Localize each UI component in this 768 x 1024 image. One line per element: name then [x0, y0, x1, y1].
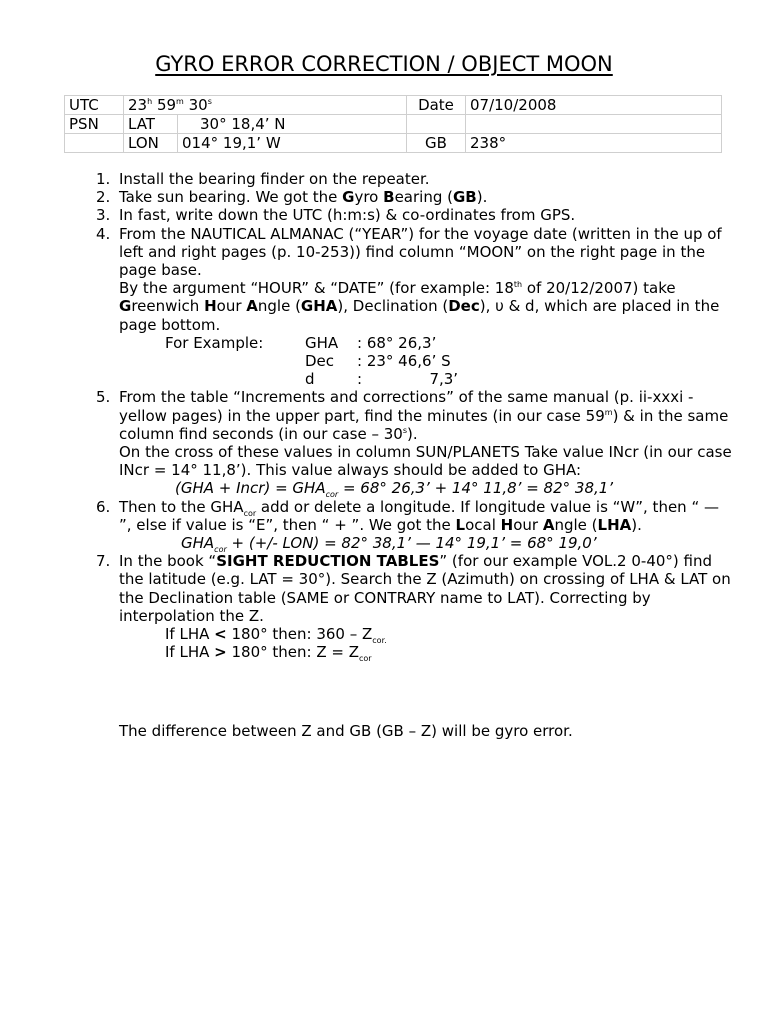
- lat-value: 30° 18,4’ N: [178, 115, 407, 134]
- example-block: For Example: GHA : 68° 26,3’ Dec : 23° 46,6’ S d : 7,3’: [165, 333, 459, 389]
- steps-list: [96, 170, 736, 664]
- lon-value: 014° 19,1’ W: [178, 134, 407, 153]
- empty-cell: [407, 115, 466, 134]
- list-item: 1. Install the bearing finder on the repeater.: [96, 170, 430, 188]
- empty-cell: [65, 134, 124, 153]
- position-table: [64, 95, 722, 153]
- list-item: 6. Then to the $GHA_{cor}$ add or delete a longitude. If longitude value is “W”, then “ — ”, else if value is “E”, then “ + ”. We got the Local Hour Angle (LHA). $GHA_{cor}$ + (+/- LON) = 82° 38,1’ — 14° 19,1’ = 68° 19,0’: [96, 498, 736, 553]
- page-title: GYRO ERROR CORRECTION / OBJECT MOON: [155, 52, 613, 76]
- utc-label: UTC: [65, 96, 124, 115]
- table-row: [65, 115, 722, 134]
- list-item: 3. In fast, write down the UTC (h:m:s) & co-ordinates from GPS.: [96, 206, 576, 225]
- conclusion-text: The difference between Z and GB (GB – Z) will be gyro error.: [119, 722, 573, 740]
- table-row: [65, 96, 722, 115]
- formula: (GHA + Incr) = $GHA_{cor} = 68^\circ$ 26,3’ + 14° 11,8’ = 82° 38,1’: [175, 479, 614, 500]
- list-item: 2. Take sun bearing. We got the Gyro Bearing (GB).: [96, 188, 488, 207]
- date-value: 07/10/2008: [466, 96, 722, 115]
- list-item: 4. From the NAUTICAL ALMANAC (“YEAR”) for the voyage date (written in the up of left and right pages (p. 10-253)) find column “MOON” on the right page in the page base. By the argument “HOUR” & “DATE” (for example: 18th of 20/12/2007) take Greenwich Hour Angle (GHA), Declination (Dec), υ & d, which are placed in the page bottom. For Example: GHA : 68° 26,3’ Dec : 23° 46,6’ S d : 7,3’: [96, 225, 736, 389]
- empty-cell: [466, 115, 722, 134]
- lon-label: LON: [124, 134, 178, 153]
- lat-label: LAT: [124, 115, 178, 134]
- date-label: Date: [407, 96, 466, 115]
- psn-label: PSN: [65, 115, 124, 134]
- gb-value: 238°: [466, 134, 722, 153]
- table-row: [65, 134, 722, 153]
- list-item: 5. From the table “Increments and corrections” of the same manual (p. ii-xxxi -yellow pages) in the upper part, find the minutes (in our case 59$^m$) & in the same column find seconds (in our case – 30$^s$). On the cross of these values in column SUN/PLANETS Take value INcr (in our case INcr = 14° 11,8’). This value always should be added to GHA: (GHA + Incr) = $GHA_{cor} = 68^\circ$ 26,3’ + 14° 11,8’ = 82° 38,1’: [96, 388, 736, 497]
- list-item: 7. In the book “SIGHT REDUCTION TABLES” (for our example VOL.2 0-40°) find the latitude (e.g. LAT = 30°). Search the Z (Azimuth) on crossing of LHA & LAT on the Declination table (SAME or CONTRARY name to LAT). Correcting by interpolation the Z. If LHA < 180° then: $360 - Z_{cor.}$ If LHA > 180° then: $Z = Z_{cor}$: [96, 552, 731, 664]
- formula: $GHA_{cor}$ + (+/- LON) = 82° 38,1’ — 14° 19,1’ = 68° 19,0’: [181, 534, 597, 555]
- utc-value: 23$^h$ 59$^m$ 30$^s$: [124, 96, 407, 115]
- gb-label: GB: [407, 134, 466, 153]
